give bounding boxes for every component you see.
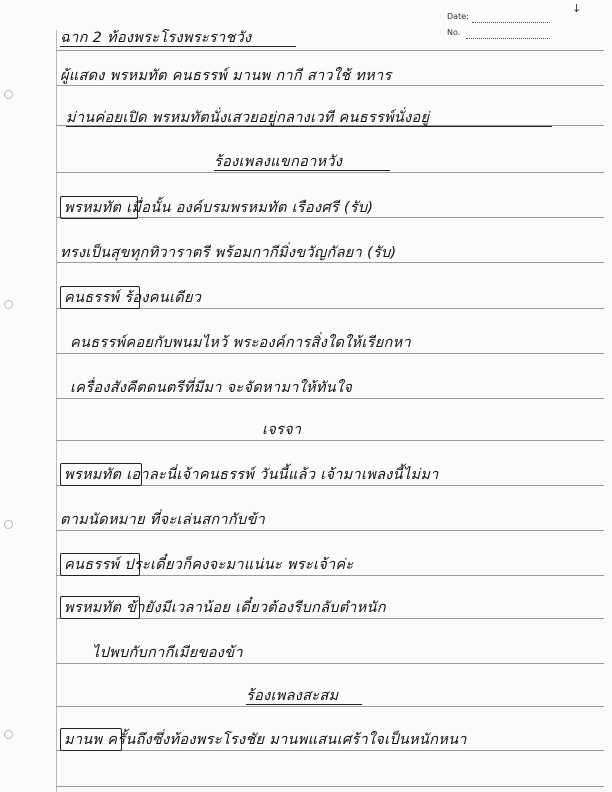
dialogue-line: คนธรรพ์คอยกับพนมไหว้ พระองค์การสิ่งใดให้เรียกหา	[70, 335, 411, 351]
punch-hole	[4, 90, 13, 99]
dialogue-line: พรหมทัต เมื่อนั้น องค์บรมพรหมทัต เรืองศรี (รับ)	[64, 200, 374, 216]
dialogue-line: ไปพบกับกากีเมียของข้า	[92, 645, 243, 661]
song-cue-underline	[214, 170, 390, 171]
dialogue-line: ทรงเป็นสุขทุกทิวาราตรี พร้อมกากีมิ่งขวัญกัลยา (รับ)	[60, 245, 397, 261]
negotiation-cue: เจรจา	[262, 422, 302, 438]
punch-hole	[4, 730, 13, 739]
dialogue-line: พรหมทัต เอาละนี่เจ้าคนธรรพ์ วันนี้แล้ว เจ้ามาเพลงนี้ไม่มา	[64, 467, 439, 483]
song-cue-underline	[246, 704, 362, 705]
corner-mark: ↓	[572, 2, 582, 15]
ruled-line	[56, 786, 604, 787]
song-cue: ร้องเพลงแขกอาหวัง	[214, 154, 343, 170]
punch-hole	[4, 520, 13, 529]
dialogue-line: คนธรรพ์ ร้องคนเดียว	[64, 290, 202, 306]
cast-list: ผู้แสดง พรหมทัต คนธรรพ์ มานพ กากี สาวใช้ ทหาร	[60, 68, 392, 84]
margin-line	[56, 30, 57, 792]
stage-direction: ม่านค่อยเปิด พรหมทัตนั่งเสวยอยู่กลางเวที คนธรรพ์นั่งอยู่	[66, 110, 430, 126]
scene-heading: ฉาก 2 ท้องพระโรงพระราชวัง	[60, 30, 252, 46]
dialogue-line: เครื่องสังคีตดนตรีที่มีมา จะจัดหามาให้ทันใจ	[70, 380, 353, 396]
song-cue: ร้องเพลงสะสม	[246, 688, 339, 704]
no-label: No.	[447, 28, 461, 37]
no-field-line	[466, 38, 550, 39]
punch-hole	[4, 300, 13, 309]
dialogue-line: พรหมทัต ข้ายังมีเวลาน้อย เดี๋ยวต้องรีบกลับตำหนัก	[64, 600, 386, 616]
dialogue-line: คนธรรพ์ ประเดี๋ยวก็คงจะมาแน่นะ พระเจ้าค่ะ	[64, 557, 354, 573]
ruled-line	[56, 50, 604, 51]
dialogue-line: ตามนัดหมาย ที่จะเล่นสกากับข้า	[60, 512, 266, 528]
dialogue-line: มานพ ครั้นถึงซึ่งท้องพระโรงชัย มานพแสนเศร้าใจเป็นหนักหนา	[64, 732, 467, 748]
ruled-line	[56, 440, 604, 441]
scene-heading-underline	[60, 46, 296, 47]
date-label: Date:	[447, 12, 469, 21]
stage-direction-underline	[66, 126, 552, 127]
date-field-line	[472, 22, 550, 23]
